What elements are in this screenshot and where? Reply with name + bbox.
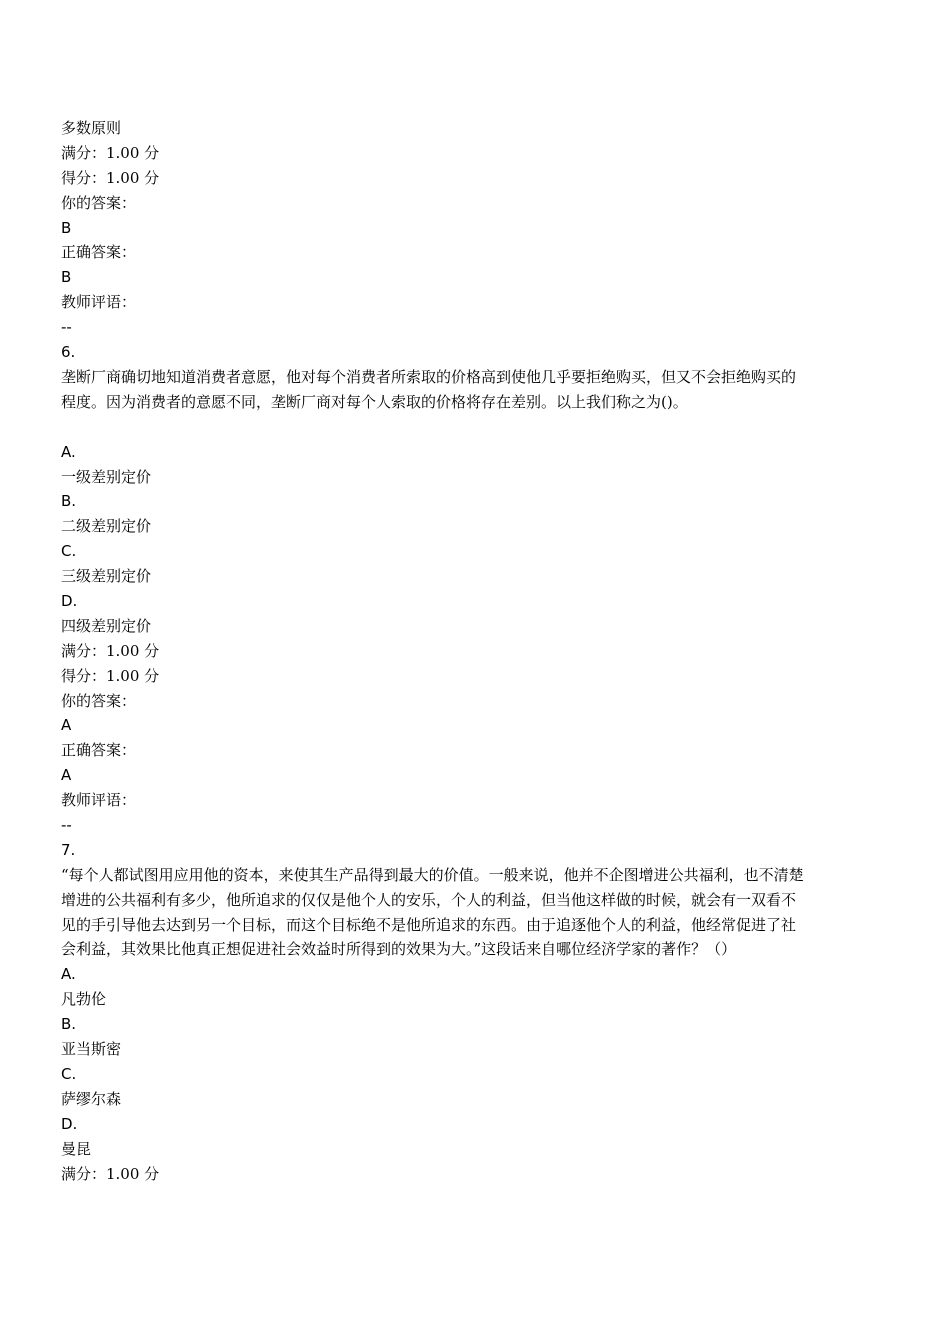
q6-your-answer-label: 你的答案：: [61, 691, 137, 710]
q6-option-a-letter[interactable]: A.: [61, 442, 76, 461]
q7-full-score: 满分：1.00 分: [61, 1164, 160, 1183]
q6-option-d-letter[interactable]: D.: [61, 591, 78, 610]
q5-correct-answer: B: [61, 268, 72, 287]
q5-your-answer-label: 你的答案：: [61, 193, 137, 212]
q6-option-d-text[interactable]: 四级差别定价: [61, 616, 152, 635]
q5-your-answer: B: [61, 218, 72, 237]
q7-option-c-text[interactable]: 萨缪尔森: [61, 1089, 122, 1108]
q5-full-score: 满分：1.00 分: [61, 143, 160, 162]
q6-got-score: 得分：1.00 分: [61, 666, 160, 685]
q6-your-answer: A: [61, 716, 72, 735]
q6-stem: 垄断厂商确切地知道消费者意愿，他对每个消费者所索取的价格高到使他几乎要拒绝购买，但又不会拒绝购买的程度。因为消费者的意愿不同，垄断厂商对每个人索取的价格将存在差别。以上我们称之为()。: [61, 367, 797, 411]
q6-full-score: 满分：1.00 分: [61, 641, 160, 660]
q7-number: 7.: [61, 840, 76, 859]
q6-option-b-text[interactable]: 二级差别定价: [61, 517, 152, 536]
q6-correct-answer: A: [61, 766, 72, 785]
q7-option-b-letter[interactable]: B.: [61, 1015, 77, 1034]
q7-stem: “每个人都试图用应用他的资本，来使其生产品得到最大的价值。一般来说，他并不企图增进公共福利，也不清楚增进的公共福利有多少，他所追求的仅仅是他个人的安乐，个人的利益，但当他这样做的时候，就会有一双看不见的手引导他去达到另一个目标，而这个目标绝不是他所追求的东西。由于追逐他个人的利益，他经常促进了社会利益，其效果比他真正想促进社会效益时所得到的效果为大。”这段话来自哪位经济学家的著作？（）: [61, 865, 804, 959]
q6-option-c-text[interactable]: 三级差别定价: [61, 567, 152, 586]
q6-teacher-comment: --: [61, 815, 72, 834]
q7-option-a-letter[interactable]: A.: [61, 965, 76, 984]
q6-option-b-letter[interactable]: B.: [61, 492, 77, 511]
q6-options: [61, 440, 821, 639]
q6-option-a-text[interactable]: 一级差别定价: [61, 467, 152, 486]
q5-teacher-comment-label: 教师评语：: [61, 293, 137, 312]
q5-correct-answer-label: 正确答案：: [61, 243, 137, 262]
q6-correct-answer-label: 正确答案：: [61, 741, 137, 760]
q7-option-d-text[interactable]: 曼昆: [61, 1139, 92, 1158]
q7-option-c-letter[interactable]: C.: [61, 1064, 77, 1083]
q7-option-b-text[interactable]: 亚当斯密: [61, 1040, 122, 1059]
q5-option-d-text: 多数原则: [61, 119, 122, 137]
q7-option-d-letter[interactable]: D.: [61, 1114, 78, 1133]
q7-option-a-text[interactable]: 凡勃伦: [61, 990, 107, 1009]
q6-option-c-letter[interactable]: C.: [61, 542, 77, 561]
q5-teacher-comment: --: [61, 318, 72, 337]
q7-options: [61, 962, 821, 1161]
quiz-page: [61, 116, 821, 1186]
q6-teacher-comment-label: 教师评语：: [61, 791, 137, 810]
q6-number: 6.: [61, 343, 76, 362]
q5-got-score: 得分：1.00 分: [61, 168, 160, 187]
q6-spacer: [61, 415, 821, 440]
